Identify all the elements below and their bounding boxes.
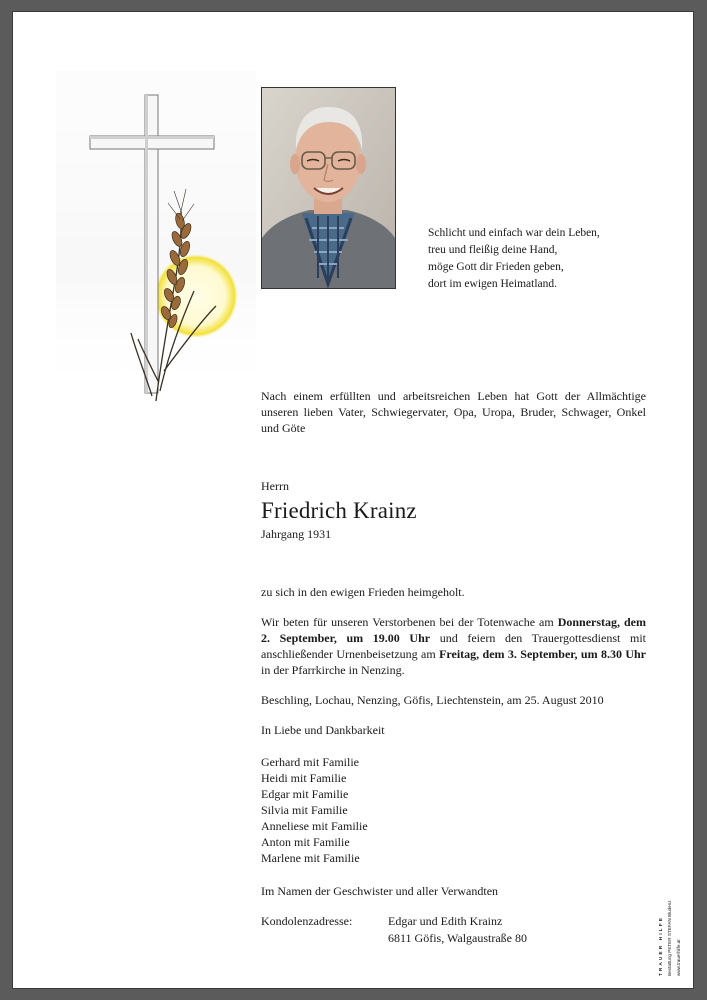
list-item: Anneliese mit Familie: [261, 819, 368, 833]
service-text: Wir beten für unseren Verstorbenen bei der Totenwache am: [261, 615, 558, 629]
relatives-line: Im Namen der Geschwister und aller Verwandten: [261, 884, 499, 898]
condolence-label: Kondolenzadresse:: [261, 914, 353, 928]
intro-paragraph: Nach einem erfüllten und arbeitsreichen Leben hat Gott der Allmächtige unseren lieben Vater, Schwiegervater, Opa, Uropa, Bruder, Schwager, Onkel und Göte: [261, 389, 646, 435]
list-item: Gerhard mit Familie: [261, 755, 359, 769]
undertaker-imprint: [657, 886, 685, 976]
undertaker-web: [675, 886, 707, 976]
closing-line: In Liebe und Dankbarkeit: [261, 723, 385, 737]
condolence-addr: [388, 913, 527, 947]
list-item: Marlene mit Familie: [261, 851, 360, 865]
poem-line: Schlicht und einfach war dein Leben,: [428, 227, 600, 239]
deceased-name: Friedrich Krainz: [261, 498, 417, 523]
poem-line: dort im ewigen Heimatland.: [428, 278, 558, 290]
condolence-address: [261, 913, 646, 947]
salutation: Herrn: [261, 479, 289, 493]
undertaker-line1: PETER STEFAN Bludenz: [667, 900, 672, 953]
condolence-name: Edgar und Edith Krainz: [388, 914, 503, 928]
cross-wheat-artwork: [56, 71, 266, 416]
list-item: Anton mit Familie: [261, 835, 350, 849]
obituary-page: [12, 11, 694, 989]
portrait-photo: [261, 87, 396, 289]
undertaker-name-text: TRAUER HILFE: [658, 915, 663, 976]
poem-line: treu und fleißig deine Hand,: [428, 244, 558, 256]
list-item: Silvia mit Familie: [261, 803, 348, 817]
service-paragraph: [261, 614, 646, 678]
list-item: Edgar mit Familie: [261, 787, 349, 801]
service-text: in der Pfarrkirche in Nenzing.: [261, 663, 405, 677]
poem: [428, 225, 678, 293]
heimgeholt-line: zu sich in den ewigen Frieden heimgeholt.: [261, 585, 465, 599]
poem-line: möge Gott dir Frieden geben,: [428, 261, 564, 273]
undertaker-line2: www.trauerhilfe.at: [676, 939, 681, 976]
places-date: Beschling, Lochau, Nenzing, Göfis, Liechtenstein, am 25. August 2010: [261, 693, 604, 707]
undertaker-sub-text: Bestattung: [667, 954, 672, 976]
list-item: Heidi mit Familie: [261, 771, 347, 785]
funeral-date: Freitag, dem 3. September, um 8.30 Uhr: [439, 647, 646, 661]
birth-year: Jahrgang 1931: [261, 527, 332, 541]
service-text: und feiern den Trauergottesdienst mit anschließender Urnenbeisetzung am: [261, 631, 646, 661]
vigil-date: Donnerstag, dem 2. September, um 19.00 Uhr: [261, 615, 647, 645]
obituary-text: [261, 388, 646, 947]
condolence-street: 6811 Göfis, Walgaustraße 80: [388, 931, 528, 945]
mourners-list: [261, 754, 646, 866]
